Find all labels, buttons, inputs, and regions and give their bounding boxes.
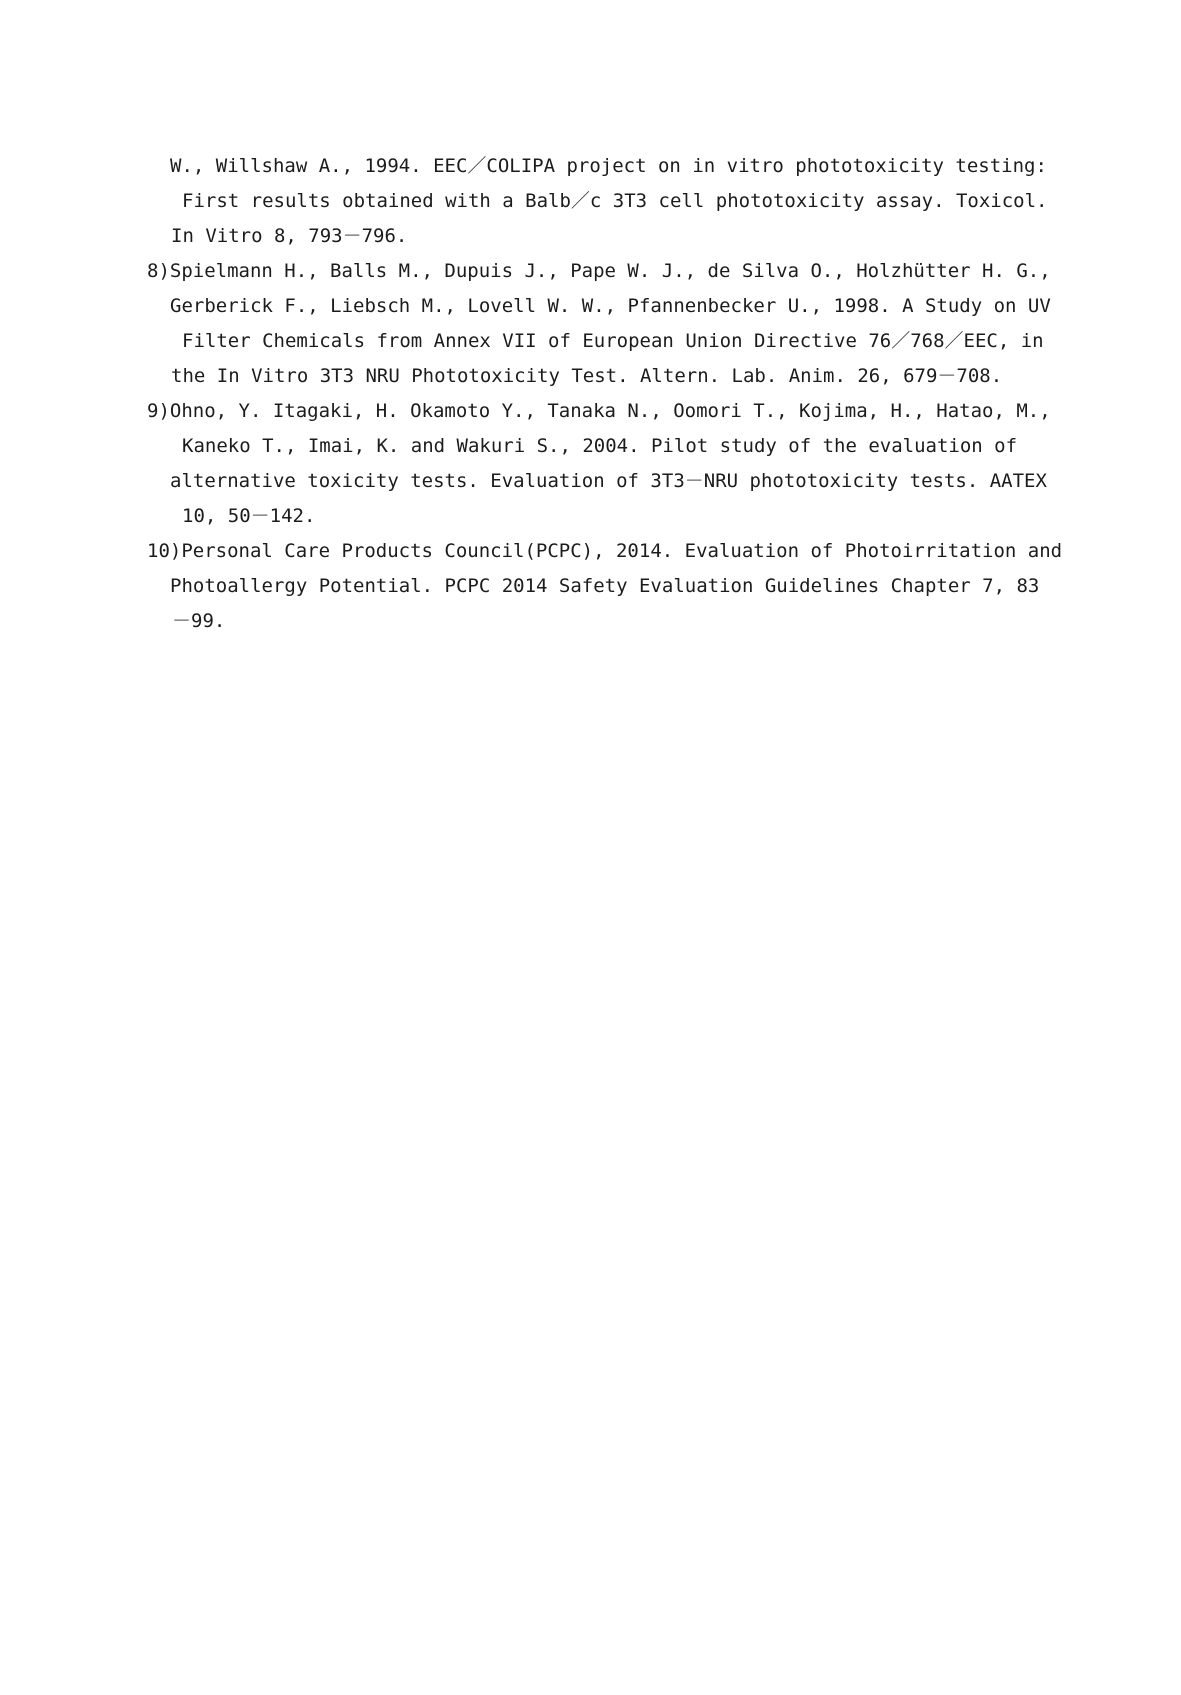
reference-7-line-5: In Vitro 8, 793－796. (171, 225, 408, 247)
reference-10-line-3: －99. (172, 610, 226, 632)
reference-7-line-3: W., Willshaw A., 1994. EEC／COLIPA project on in vitro phototoxicity testing: (170, 155, 1047, 177)
reference-9-line-1: 9)Ohno, Y. Itagaki, H. Okamoto Y., Tanaka N., Oomori T., Kojima, H., Hatao, M., (147, 400, 1051, 422)
reference-8-line-2: Gerberick F., Liebsch M., Lovell W. W., Pfannenbecker U., 1998. A Study on UV (170, 295, 1051, 317)
reference-8-line-4: the In Vitro 3T3 NRU Phototoxicity Test. Altern. Lab. Anim. 26, 679－708. (171, 365, 1003, 387)
reference-10-line-1: 10)Personal Care Products Council(PCPC), 2014. Evaluation of Photoirritation and (147, 540, 1063, 562)
reference-10-line-2: Photoallergy Potential. PCPC 2014 Safety Evaluation Guidelines Chapter 7, 83 (170, 575, 1040, 597)
reference-8-line-1: 8)Spielmann H., Balls M., Dupuis J., Pape W. J., de Silva O., Holzhütter H. G., (147, 260, 1051, 282)
reference-7-line-4: First results obtained with a Balb／c 3T3 cell phototoxicity assay. Toxicol. (182, 190, 1048, 212)
reference-9-line-4: 10, 50－142. (182, 505, 316, 527)
reference-9-line-2: Kaneko T., Imai, K. and Wakuri S., 2004. Pilot study of the evaluation of (182, 435, 1018, 457)
reference-9-line-3: alternative toxicity tests. Evaluation of 3T3－NRU phototoxicity tests. AATEX (170, 470, 1047, 492)
reference-8-line-3: Filter Chemicals from Annex VII of European Union Directive 76／768／EEC, in (182, 330, 1044, 352)
